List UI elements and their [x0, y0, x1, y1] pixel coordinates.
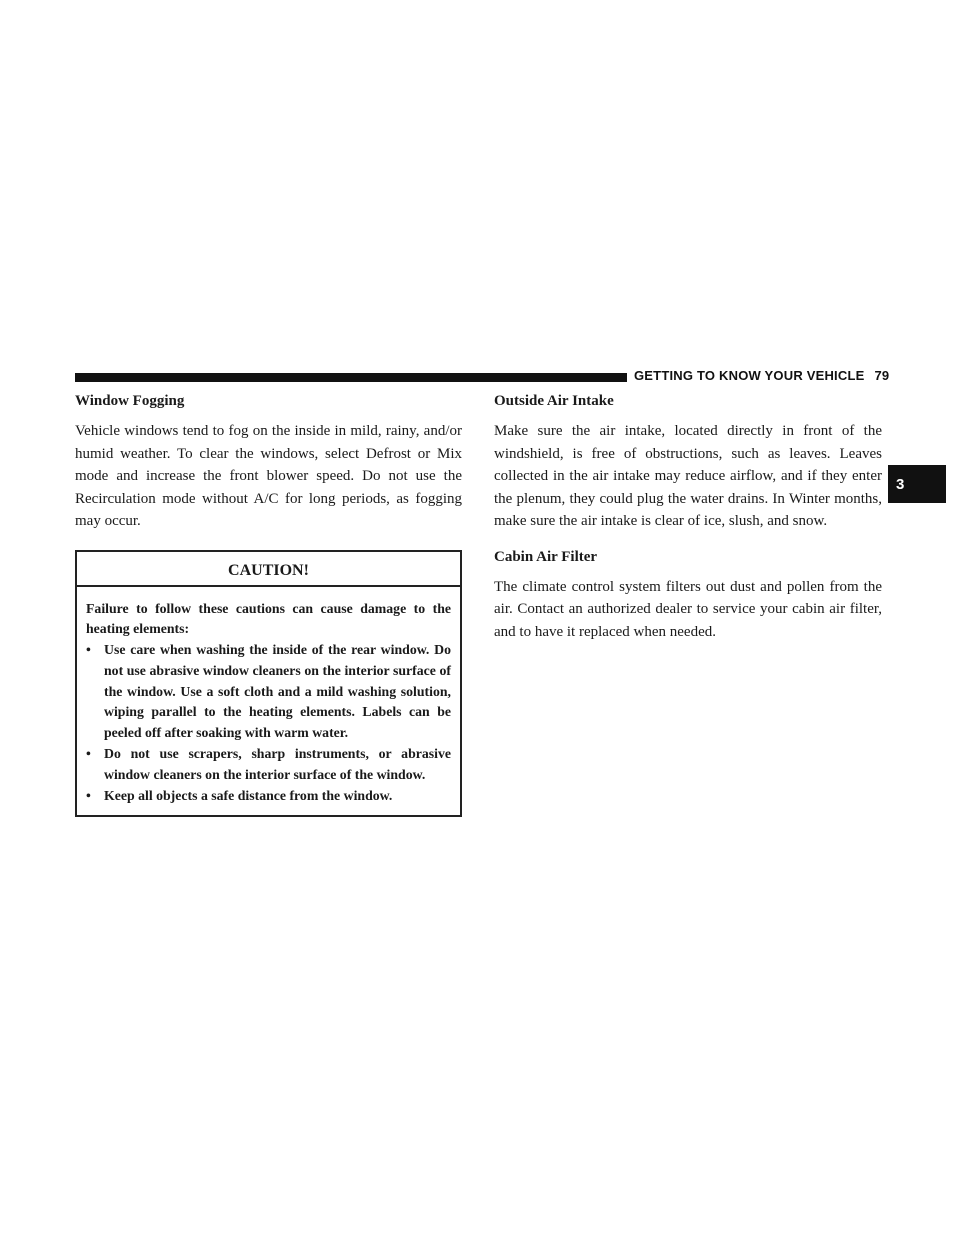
caution-item: [86, 744, 451, 786]
cabin-air-filter-paragraph: The climate control system filters out dust and pollen from the air. Contact an authorized dealer to service your cabin air filter, and to have it replaced when needed.: [494, 578, 882, 640]
window-fogging-heading: Window Fogging: [75, 393, 185, 409]
left-column: [75, 393, 462, 817]
caution-item-text: Use care when washing the inside of the rear window. Do not use abrasive window cleaners on the interior surface of the window. Use a soft cloth and a mild washing solution, wiping parallel to the heating elements. Labels can be peeled off after soaking with warm water.: [104, 642, 451, 741]
caution-box: [75, 550, 462, 818]
bullet-icon: •: [86, 787, 91, 803]
bullet-icon: •: [86, 746, 91, 762]
chapter-number: 3: [896, 475, 905, 493]
chapter-tab: [888, 465, 946, 503]
header-rule: [75, 373, 627, 382]
section-spacer: [494, 533, 882, 549]
caution-body: [77, 587, 460, 816]
caution-item-text: Keep all objects a safe distance from the window.: [104, 787, 393, 803]
section-title: GETTING TO KNOW YOUR VEHICLE: [634, 368, 865, 383]
caution-list: [86, 640, 451, 806]
caution-intro: Failure to follow these cautions can cause damage to the heating elements:: [86, 600, 451, 637]
bullet-icon: •: [86, 642, 91, 658]
running-header: [634, 368, 890, 383]
outside-air-intake-heading: Outside Air Intake: [494, 393, 614, 409]
outside-air-intake-paragraph: Make sure the air intake, located directly in front of the windshield, is free of obstructions, such as leaves. Leaves collected in the air intake may reduce airflow, and if they enter the plenum, they could plug the water drains. In Winter months, make sure the air intake is clear of ice, slush, and snow.: [494, 423, 882, 529]
caution-item-text: Do not use scrapers, sharp instruments, or abrasive window cleaners on the interior surface of the window.: [104, 746, 451, 782]
caution-title: CAUTION!: [77, 552, 460, 587]
window-fogging-paragraph: Vehicle windows tend to fog on the inside in mild, rainy, and/or humid weather. To clear the windows, select Defrost or Mix mode and increase the front blower speed. Do not use the Recirculation mode without A/C for long periods, as fogging may occur.: [75, 423, 462, 529]
right-column: [494, 393, 882, 643]
page-number: 79: [874, 368, 890, 383]
cabin-air-filter-heading: Cabin Air Filter: [494, 548, 598, 565]
caution-item: [86, 786, 451, 807]
caution-item: [86, 640, 451, 744]
